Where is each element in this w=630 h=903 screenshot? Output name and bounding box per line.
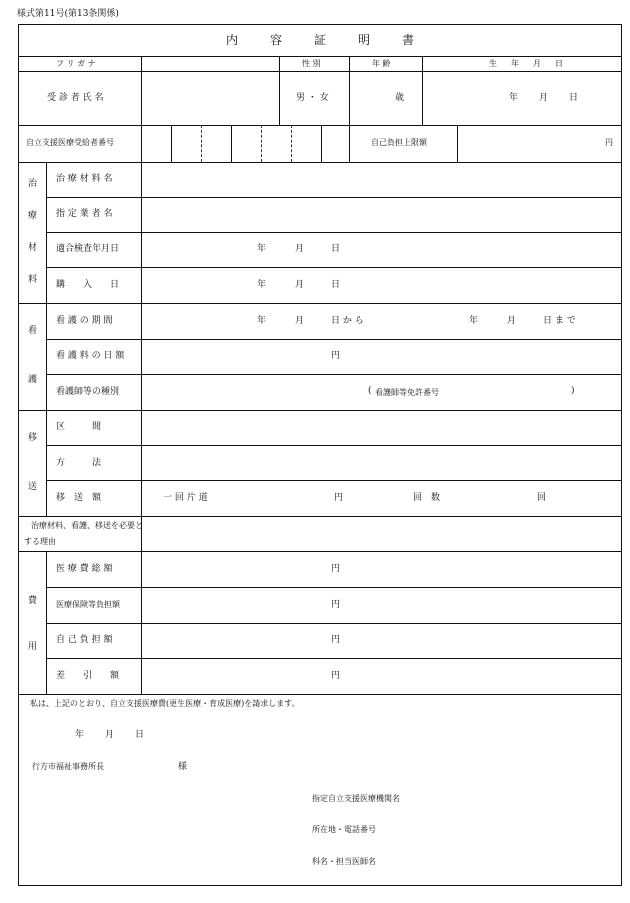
address-label: 所在地・電話番号: [312, 825, 376, 834]
rule: [141, 551, 142, 694]
rule: [46, 445, 622, 446]
date-unit: 月: [105, 730, 115, 740]
title-char: 内: [226, 33, 239, 47]
row-label: 指 定 業 者 名: [56, 209, 113, 219]
rule: [321, 125, 322, 162]
rule: [279, 56, 280, 125]
form-frame: [18, 24, 622, 886]
period-unit: 月: [295, 316, 305, 326]
row-label: 購 入 日: [56, 280, 120, 290]
rule: [18, 303, 622, 304]
limit-unit: 円: [605, 138, 613, 147]
title-char: 明: [358, 33, 371, 47]
section-char: 護: [28, 375, 38, 385]
license-label: 看護師等免許番号: [375, 388, 439, 397]
section-char: 用: [28, 642, 38, 652]
age-label: 年 齢: [372, 59, 391, 68]
title-char: 証: [314, 33, 327, 47]
date-unit: 年: [257, 244, 267, 254]
yen-unit: 円: [331, 635, 341, 645]
rule: [18, 551, 622, 552]
yen-unit: 円: [331, 351, 341, 361]
rule: [46, 551, 47, 694]
rule: [141, 56, 142, 125]
rule: [291, 125, 292, 162]
rule: [46, 623, 622, 624]
section-char: 治: [28, 179, 38, 189]
row-label: 医 療 費 総 額: [56, 564, 113, 574]
doctor-label: 科名・担当医師名: [312, 857, 376, 866]
rule: [422, 56, 423, 125]
yen-unit: 円: [331, 600, 341, 610]
rule: [457, 125, 458, 162]
recipient-number-label: 自立支援医療受給者番号: [26, 138, 114, 147]
rule: [46, 374, 622, 375]
form-number: 様式第11号(第13条関係): [17, 9, 119, 19]
sex-label: 性 別: [302, 59, 321, 68]
section-char: 療: [28, 211, 38, 221]
rule: [18, 516, 622, 517]
rule: [18, 694, 622, 695]
birth-label: 日: [555, 59, 563, 68]
rule: [46, 267, 622, 268]
date-unit: 月: [295, 244, 305, 254]
date-unit: 日: [331, 244, 341, 254]
rule: [46, 197, 622, 198]
rule: [46, 339, 622, 340]
rule: [141, 162, 142, 516]
birth-label: 月: [533, 59, 541, 68]
date-unit: 月: [295, 280, 305, 290]
rule: [201, 125, 202, 162]
period-unit: 日 ま で: [543, 316, 576, 326]
oneway-label: 一 回 片 道: [163, 493, 208, 503]
sex-value: 男 ・ 女: [296, 93, 329, 103]
rule: [349, 125, 350, 162]
rule: [18, 162, 622, 163]
addressee: 行方市福祉事務所長: [32, 762, 104, 771]
row-label: 適合検査年月日: [56, 244, 120, 254]
date-unit: 年: [75, 730, 85, 740]
title-char: 容: [270, 33, 283, 47]
rule: [46, 587, 622, 588]
section-char: 移: [28, 433, 38, 443]
rule: [141, 125, 142, 162]
row-label: 看 護 の 期 間: [56, 316, 113, 326]
yen-unit: 円: [331, 671, 341, 681]
rule: [46, 480, 622, 481]
row-label: 方 法: [56, 458, 102, 468]
reason-label: する理由: [24, 537, 56, 546]
row-label: 治 療 材 料 名: [56, 174, 113, 184]
rule: [46, 162, 47, 516]
rule: [349, 56, 350, 125]
rule: [46, 658, 622, 659]
statement: 私は、上記のとおり、自立支援医療費(更生医療・育成医療)を請求します。: [30, 699, 300, 708]
rule: [231, 125, 232, 162]
date-unit: 日: [135, 730, 145, 740]
row-label: 自 己 負 担 額: [56, 635, 113, 645]
yen-unit: 円: [334, 493, 344, 503]
reason-label: 治療材料、看護、移送を必要と: [31, 521, 143, 530]
date-unit: 年: [257, 280, 267, 290]
row-label: 看護師等の種別: [56, 387, 120, 397]
limit-label: 自己負担上限額: [371, 138, 427, 147]
rule: [46, 232, 622, 233]
date-unit: 日: [331, 280, 341, 290]
section-char: 費: [28, 596, 38, 606]
institution-label: 指定自立支援医療機関名: [312, 794, 400, 803]
period-unit: 年: [257, 316, 267, 326]
period-unit: 月: [507, 316, 517, 326]
row-label: 差 引 額: [56, 671, 120, 681]
rule: [261, 125, 262, 162]
row-label: 移 送 額: [56, 493, 102, 503]
row-label: 医療保険等負担額: [56, 600, 120, 609]
section-char: 料: [28, 275, 38, 285]
title-char: 書: [402, 33, 415, 47]
times-label: 回 数: [413, 493, 441, 503]
rule: [18, 56, 622, 57]
section-char: 看: [28, 326, 38, 336]
rule: [18, 410, 622, 411]
license-bracket: (: [368, 386, 372, 396]
period-unit: 年: [469, 316, 479, 326]
row-label: 区 間: [56, 422, 102, 432]
row-label: 看 護 料 の 日 額: [56, 351, 125, 361]
birth-label: 年: [511, 59, 519, 68]
sama: 様: [178, 762, 188, 772]
times-unit: 回: [537, 493, 547, 503]
period-unit: 日 か ら: [331, 316, 364, 326]
age-unit: 歳: [395, 93, 405, 103]
birth-unit: 月: [539, 93, 549, 103]
rule: [18, 125, 622, 126]
birth-unit: 日: [569, 93, 579, 103]
birth-unit: 年: [509, 93, 519, 103]
birth-label: 生: [489, 59, 497, 68]
section-char: 送: [28, 482, 38, 492]
yen-unit: 円: [331, 564, 341, 574]
license-bracket: ): [571, 386, 575, 396]
rule: [171, 125, 172, 162]
rule: [18, 71, 622, 72]
section-char: 材: [28, 243, 38, 253]
furigana-label: フ リ ガ ナ: [56, 59, 96, 68]
patient-name-label: 受 診 者 氏 名: [47, 93, 104, 103]
